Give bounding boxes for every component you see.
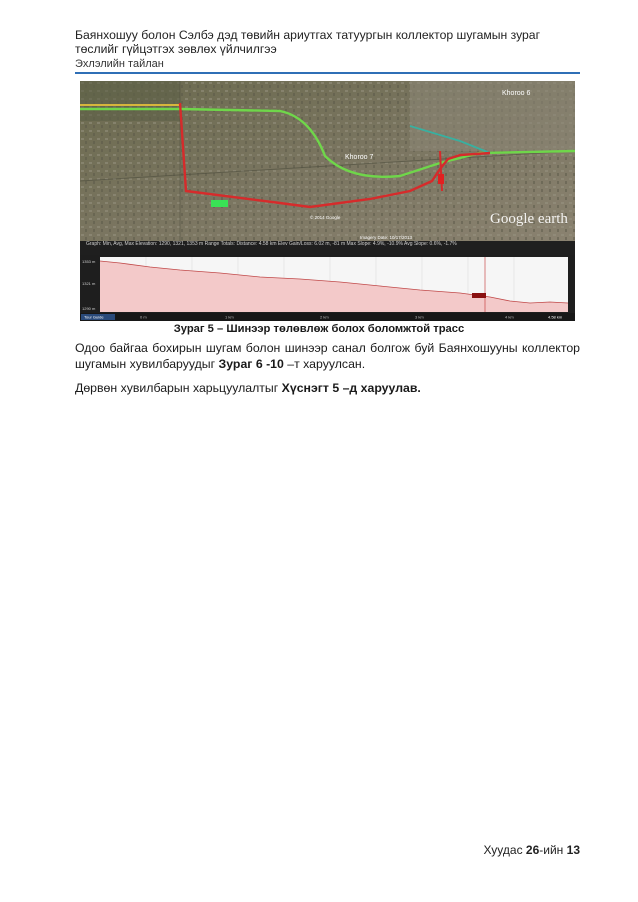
field-area: [80, 81, 180, 121]
figure-satellite-map: [80, 81, 575, 321]
imagery-date: Imagery Date: 10/17/2013: [360, 235, 413, 240]
footer-suffix: -ийн: [539, 843, 567, 857]
total-pages: 26: [525, 843, 540, 857]
profile-y-label: 1353 m: [82, 259, 96, 264]
map-copyright: © 2014 Google: [310, 215, 341, 220]
elevation-stats-bar: [80, 241, 575, 255]
figure-caption: [0, 323, 638, 335]
profile-x-label: 2 km: [320, 314, 329, 320]
paragraph-text: Дөрвөн хувилбарын харьцуулалтыг: [75, 381, 282, 395]
green-marker: [211, 200, 228, 207]
profile-x-label: 0 m: [140, 314, 147, 320]
profile-x-label: 3 km: [415, 314, 424, 320]
page-header: [75, 28, 580, 71]
profile-x-label: 1 km: [225, 314, 234, 320]
header-subtitle: Эхлэлийн тайлан: [75, 58, 164, 70]
paragraph-text: Одоо байгаа бохирын шугам болон шинээр санал болгож буй Баянхошууны коллектор шугамын хувилбаруудыг: [75, 341, 580, 371]
caption-text: – Шинээр төлөвлөж болох боломжтой трасс: [213, 323, 465, 335]
map-label-khoroo-7: Khoroo 7: [345, 154, 374, 161]
satellite-map: [80, 81, 575, 241]
footer-prefix: Хуудас: [483, 843, 526, 857]
red-marker: [438, 174, 444, 184]
header-divider: [75, 72, 580, 74]
profile-x-label: 4.58 km: [548, 314, 563, 320]
district-area: [410, 81, 575, 151]
elevation-profile: [80, 255, 575, 321]
header-title: Баянхошуу болон Сэлбэ дэд төвийн ариутгах татуургын коллектор шугамын зураг төслийг гүйцэтгэх зөвлөх үйлчилгээ: [75, 28, 541, 56]
cursor-tooltip: [472, 293, 486, 298]
paragraph: [75, 340, 580, 372]
profile-y-label: 1290 m: [82, 306, 96, 311]
page-footer: [484, 843, 580, 857]
map-label-khoroo-6: Khoroo 6: [502, 90, 531, 97]
profile-x-label: 4 km: [505, 314, 514, 320]
caption-prefix: Зураг 5: [173, 323, 214, 335]
figure-reference: Зураг 6 -10: [218, 357, 284, 371]
profile-y-label: 1321 m: [82, 281, 96, 286]
page-number: 13: [566, 843, 580, 857]
tour-guide-label: Tour Guide: [84, 314, 104, 320]
elevation-stats-text: Graph: Min, Avg, Max Elevation: 1290, 1321, 1353 m Range Totals: Distance: 4.58 km Elev Gain/Loss: 6.02 m, -81 m Max Slope: 4.9%, -10.9% Avg Slope: 0.6%, -1.7%: [86, 241, 457, 247]
google-earth-logo: Google earth: [490, 211, 568, 227]
paragraph-text: –т харуулсан.: [283, 357, 366, 371]
paragraph: [75, 380, 580, 396]
table-reference: Хүснэгт 5 –д харуулав.: [281, 381, 421, 395]
